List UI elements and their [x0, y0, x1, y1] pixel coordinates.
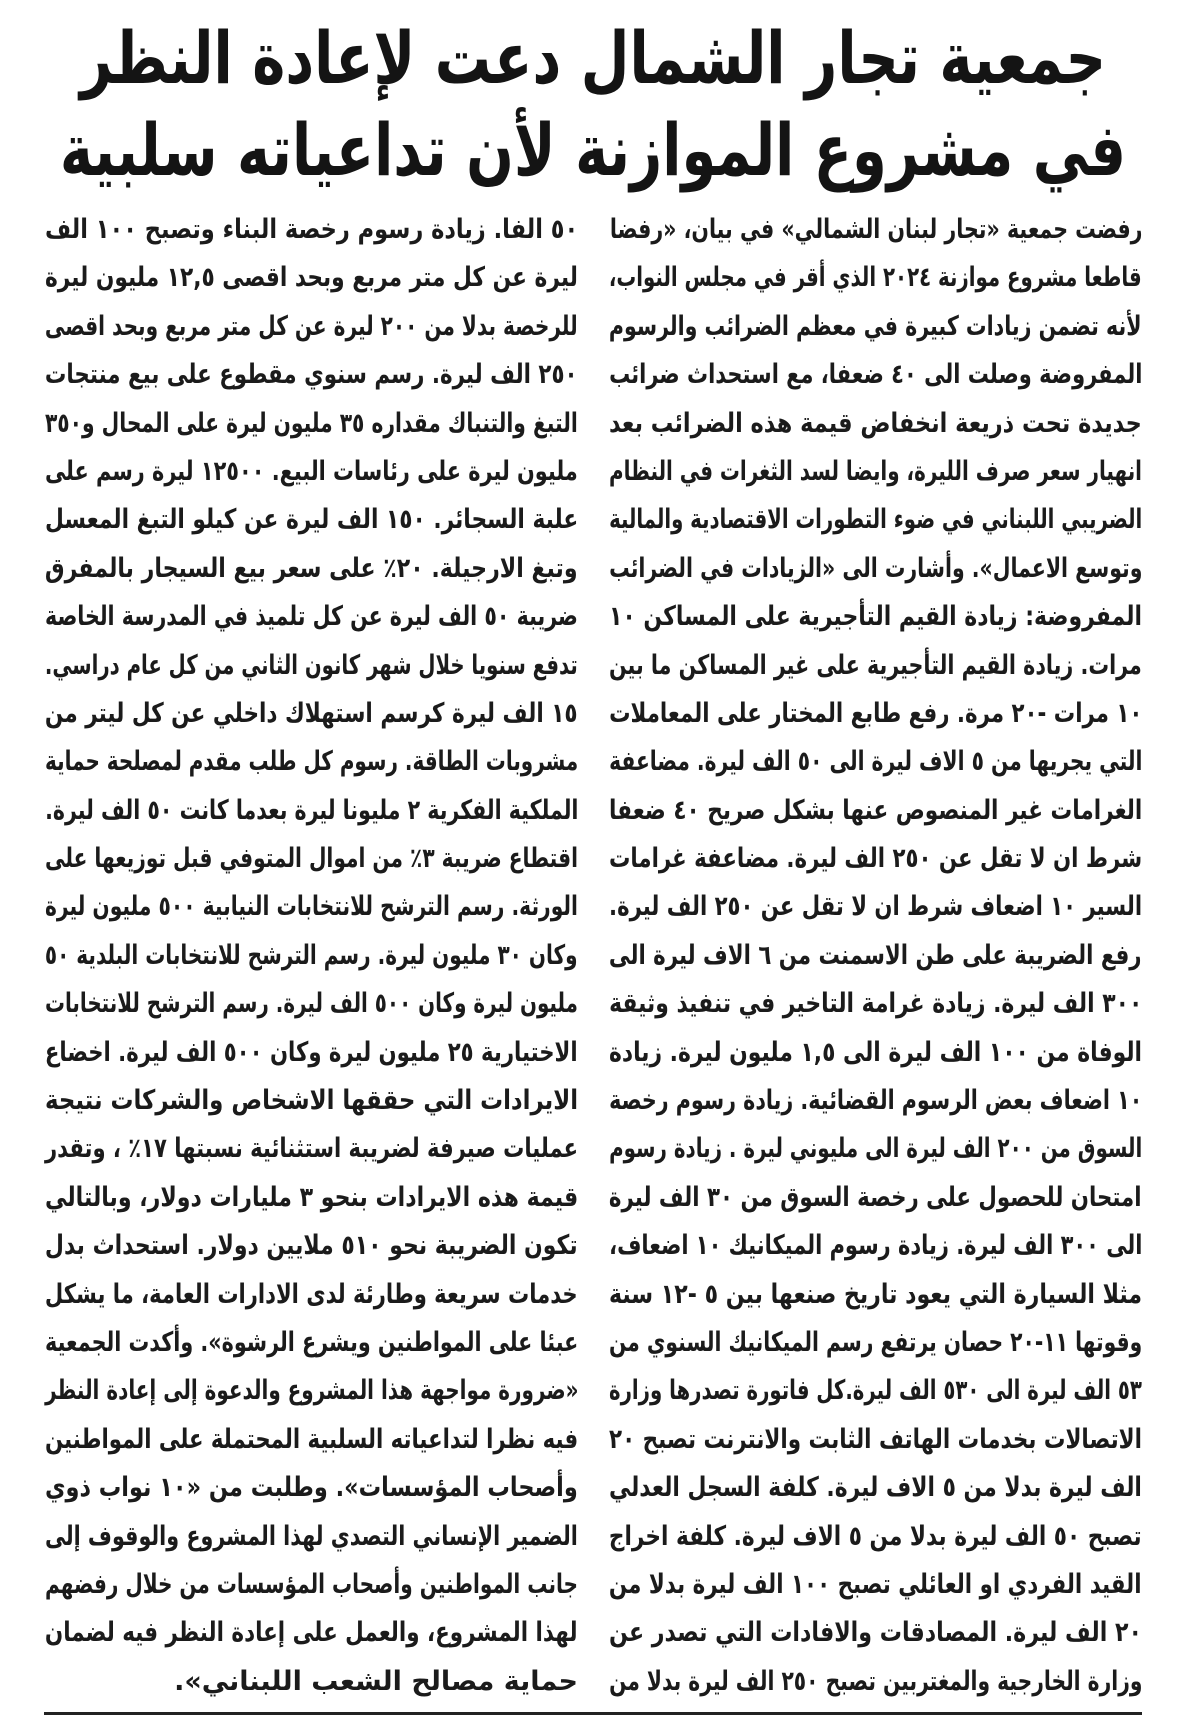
article-line: [608, 1464, 1142, 1512]
article-line: [44, 1319, 578, 1367]
article-line: [44, 835, 578, 883]
article-line: [44, 1271, 578, 1319]
article-line: [44, 303, 578, 351]
article-line-text: رفع الضريبة على طن الاسمنت من ٦ الاف ليرة الى: [609, 939, 1142, 971]
article-line-text: وكان ٣٠ مليون ليرة. رسم الترشح للانتخابات البلدية ٥٠: [45, 939, 578, 971]
article-line: [44, 1609, 578, 1657]
article-line: [44, 1513, 578, 1561]
article-line: [608, 1174, 1142, 1222]
article-line-text: رفضت جمعية «تجار لبنان الشمالي» في بيان، «رفضا: [609, 214, 1142, 245]
article-line: [608, 593, 1142, 641]
article-line-text: ١٥ الف ليرة كرسم استهلاك داخلي عن كل ليتر من: [45, 697, 578, 729]
article-line: [608, 1125, 1142, 1173]
article-line-text: الاتصالات بخدمات الهاتف الثابت والانترنت تصبح ٢٠: [609, 1423, 1142, 1455]
article-line-text: وأصحاب المؤسسات». وطلبت من «١٠ نواب ذوي: [45, 1472, 578, 1504]
article-line-text: تدفع سنويا خلال شهر كانون الثاني من كل عام دراسي.: [45, 649, 578, 681]
article-line-text: عبئا على المواطنين ويشرع الرشوة». وأكدت الجمعية: [44, 1326, 578, 1358]
article-line-text: مرات. زيادة القيم التأجيرية على غير المساكن ما بين: [609, 649, 1142, 681]
article-line-text: ١٠ مرات -٢٠ مرة. رفع طابع المختار على المعاملات: [608, 697, 1142, 729]
article-line-text: الى ٣٠٠ الف ليرة. زيادة رسوم الميكانيك ١٠ اضعاف،: [608, 1230, 1142, 1262]
article-line-text: السوق من ٢٠٠ الف ليرة الى مليوني ليرة . زيادة رسوم: [608, 1133, 1142, 1165]
article-line-text: «ضرورة مواجهة هذا المشروع والدعوة إلى إعادة النظر: [44, 1375, 578, 1407]
article-line-text: الغرامات غير المنصوص عنها بشكل صريح ٤٠ ضعفا: [608, 794, 1142, 826]
article-line-text: الضريبي اللبناني في ضوء التطورات الاقتصادية والمالية: [608, 504, 1142, 536]
article-line: [44, 254, 578, 302]
article-line-text: الضمير الإنساني التصدي لهذا المشروع والوقوف إلى: [45, 1520, 578, 1552]
article-line: [44, 787, 578, 835]
article-line: [608, 1367, 1142, 1415]
article-line: [608, 932, 1142, 980]
article-line: [608, 787, 1142, 835]
article-line-text: ليرة عن كل متر مربع وبحد اقصى ١٢,٥ مليون ليرة: [45, 262, 578, 294]
article-line-text: المفروضة وصلت الى ٤٠ ضعفا، مع استحداث ضرائب: [608, 359, 1142, 391]
article-line: [44, 206, 578, 254]
article-line-text: التبغ والتنباك مقداره ٣٥ مليون ليرة على المحال و٣٥٠: [45, 407, 578, 439]
article-line-text: انهيار سعر صرف الليرة، وايضا لسد الثغرات في النظام: [609, 455, 1142, 487]
article-line: [608, 1561, 1142, 1609]
article-line-text: مليون ليرة على رئاسات البيع. ١٢٥٠٠ ليرة رسم على: [45, 455, 578, 487]
article-line-text: القيد الفردي او العائلي تصبح ١٠٠ الف ليرة بدلا من: [609, 1568, 1142, 1600]
article-line: [608, 1319, 1142, 1367]
article-line: [608, 883, 1142, 931]
article-line: [44, 400, 578, 448]
article-line-text: ٣٠٠ الف ليرة. زيادة غرامة التاخير في تنفيذ وثيقة: [608, 988, 1142, 1020]
article-line: [44, 738, 578, 786]
article-line: [608, 1077, 1142, 1125]
article-line: [608, 1658, 1142, 1706]
article-line-text: المفروضة: زيادة القيم التأجيرية على المساكن ١٠: [609, 601, 1142, 633]
article-line-text: التي يجريها من ٥ الاف ليرة الى ٥٠ الف ليرة. مضاعفة: [608, 746, 1142, 778]
article-line-text: ٥٠ الفا. زيادة رسوم رخصة البناء وتصبح ١٠٠ الف: [44, 214, 578, 245]
article-line: [44, 593, 578, 641]
article-line-text: الورثة. رسم الترشح للانتخابات النيابية ٥٠٠ مليون ليرة: [45, 891, 578, 923]
headline-line-1-text: جمعية تجار الشمال دعت لإعادة النظر: [79, 16, 1107, 100]
article-line: [608, 351, 1142, 399]
article-line: [608, 835, 1142, 883]
article-line: [44, 1416, 578, 1464]
article-line: [608, 1029, 1142, 1077]
article-column-right: [608, 206, 1142, 1706]
article-line: [44, 642, 578, 690]
article-line-text: للرخصة بدلا من ٢٠٠ ليرة عن كل متر مربع وبحد اقصى: [45, 310, 578, 342]
article-line-text: لهذا المشروع، والعمل على إعادة النظر فيه لضمان: [45, 1617, 578, 1649]
article-line: [608, 980, 1142, 1028]
article-line-text: الايرادات التي حققها الاشخاص والشركات نتيجة: [44, 1085, 578, 1117]
article-column-left: [44, 206, 578, 1706]
article-line-text: مليون ليرة وكان ٥٠٠ الف ليرة. رسم الترشح للانتخابات: [45, 988, 578, 1020]
article-line-text: الوفاة من ١٠٠ الف ليرة الى ١,٥ مليون ليرة. زيادة: [608, 1036, 1142, 1068]
article-line: [44, 1464, 578, 1512]
article-line: [608, 738, 1142, 786]
article-line: [608, 1609, 1142, 1657]
headline: [40, 12, 1146, 196]
article-line-text: الف ليرة بدلا من ٥ الاف ليرة. كلفة السجل العدلي: [609, 1472, 1142, 1504]
headline-line-2-text: في مشروع الموازنة لأن تداعياته سلبية: [59, 108, 1127, 192]
article-line-text: تكون الضريبة نحو ٥١٠ ملايين دولار. استحداث بدل: [45, 1230, 578, 1262]
article-line: [44, 1658, 578, 1706]
article-line-text: فيه نظرا لتداعياته السلبية المحتملة على المواطنين: [44, 1423, 578, 1455]
article-line-text: مثلا السيارة التي يعود تاريخ صنعها بين ٥ -١٢ سنة: [608, 1278, 1142, 1310]
article-line-text: الاختيارية ٢٥ مليون ليرة وكان ٥٠٠ الف ليرة. اخضاع: [45, 1036, 578, 1068]
article-line: [608, 1416, 1142, 1464]
article-line: [608, 206, 1142, 254]
article-line-text: قيمة هذه الايرادات بنحو ٣ مليارات دولار، وبالتالي: [44, 1181, 578, 1213]
article-line: [608, 254, 1142, 302]
article-line-text: وتوسع الاعمال». وأشارت الى «الزيادات في الضرائب: [608, 552, 1142, 584]
article-line-text: علبة السجائر. ١٥٠ الف ليرة عن كيلو التبغ المعسل: [44, 504, 578, 536]
article-line: [608, 642, 1142, 690]
article-line-text: حماية مصالح الشعب اللبناني».: [174, 1665, 578, 1697]
headline-line-2: [40, 104, 1146, 196]
article-line: [44, 351, 578, 399]
article-line-text: قاطعا مشروع موازنة ٢٠٢٤ الذي أقر في مجلس النواب،: [609, 262, 1142, 294]
article-line: [608, 1222, 1142, 1270]
article-line-text: لأنه تضمن زيادات كبيرة في معظم الضرائب والرسوم: [609, 310, 1142, 342]
article-line: [44, 496, 578, 544]
article-line: [44, 980, 578, 1028]
article-line: [44, 883, 578, 931]
article-line: [608, 545, 1142, 593]
article-line: [608, 1513, 1142, 1561]
article-line: [44, 1029, 578, 1077]
article-line: [608, 496, 1142, 544]
article-line-text: جانب المواطنين وأصحاب المؤسسات من خلال رفضهم: [45, 1568, 578, 1600]
bottom-rule: [44, 1712, 1142, 1715]
article-line: [608, 448, 1142, 496]
article-line: [44, 1077, 578, 1125]
article-line-text: خدمات سريعة وطارئة لدى الادارات العامة، ما يشكل: [45, 1278, 578, 1310]
article-line-text: ٢٥٠ الف ليرة. رسم سنوي مقطوع على بيع منتجات: [45, 359, 578, 391]
article-line: [44, 1125, 578, 1173]
article-line: [44, 1367, 578, 1415]
article-line-text: جديدة تحت ذريعة انخفاض قيمة هذه الضرائب بعد: [609, 407, 1142, 439]
article-line-text: وتبغ الارجيلة. ٢٠٪ على سعر بيع السيجار بالمفرق: [45, 552, 578, 584]
article-line-text: مشروبات الطاقة. رسوم كل طلب مقدم لمصلحة حماية: [44, 746, 578, 778]
article-line: [44, 1561, 578, 1609]
article-line-text: الملكية الفكرية ٢ مليونا ليرة بعدما كانت ٥٠ الف ليرة.: [44, 794, 578, 826]
article-line: [608, 400, 1142, 448]
article-line: [608, 1271, 1142, 1319]
article-line-text: ٥٣ الف ليرة الى ٥٣٠ الف ليرة.كل فاتورة تصدرها وزارة: [609, 1375, 1142, 1407]
article-line: [608, 690, 1142, 738]
article-line-text: امتحان للحصول على رخصة السوق من ٣٠ الف ليرة: [609, 1181, 1142, 1213]
article-line-text: ١٠ اضعاف بعض الرسوم القضائية. زيادة رسوم رخصة: [608, 1085, 1142, 1117]
article-line-text: تصبح ٥٠ الف ليرة بدلا من ٥ الاف ليرة. كلفة اخراج: [609, 1520, 1142, 1552]
article-line: [44, 1174, 578, 1222]
article-line: [44, 932, 578, 980]
article-line-text: اقتطاع ضريبة ٣٪ من اموال المتوفي قبل توزيعها على: [45, 843, 578, 875]
article-line-text: وقوتها ١١-٢٠ حصان يرتفع رسم الميكانيك السنوي من: [608, 1326, 1142, 1358]
article-line: [44, 448, 578, 496]
article-line: [44, 1222, 578, 1270]
article-line: [608, 303, 1142, 351]
headline-line-1: [40, 12, 1146, 104]
article-line-text: وزارة الخارجية والمغتربين تصبح ٢٥٠ الف ليرة بدلا من: [608, 1665, 1142, 1697]
article-line-text: عمليات صيرفة لضريبة استثنائية نسبتها ١٧٪ ، وتقدر: [44, 1133, 578, 1165]
article-line-text: ٢٠ الف ليرة. المصادقات والافادات التي تصدر عن: [608, 1617, 1142, 1649]
article-line-text: ضريبة ٥٠ الف ليرة عن كل تلميذ في المدرسة الخاصة: [45, 601, 578, 633]
article-line-text: السير ١٠ اضعاف شرط ان لا تقل عن ٢٥٠ الف ليرة.: [608, 891, 1142, 923]
article-line-text: شرط ان لا تقل عن ٢٥٠ الف ليرة. مضاعفة غرامات: [608, 843, 1142, 875]
article-line: [44, 545, 578, 593]
article-line: [44, 690, 578, 738]
